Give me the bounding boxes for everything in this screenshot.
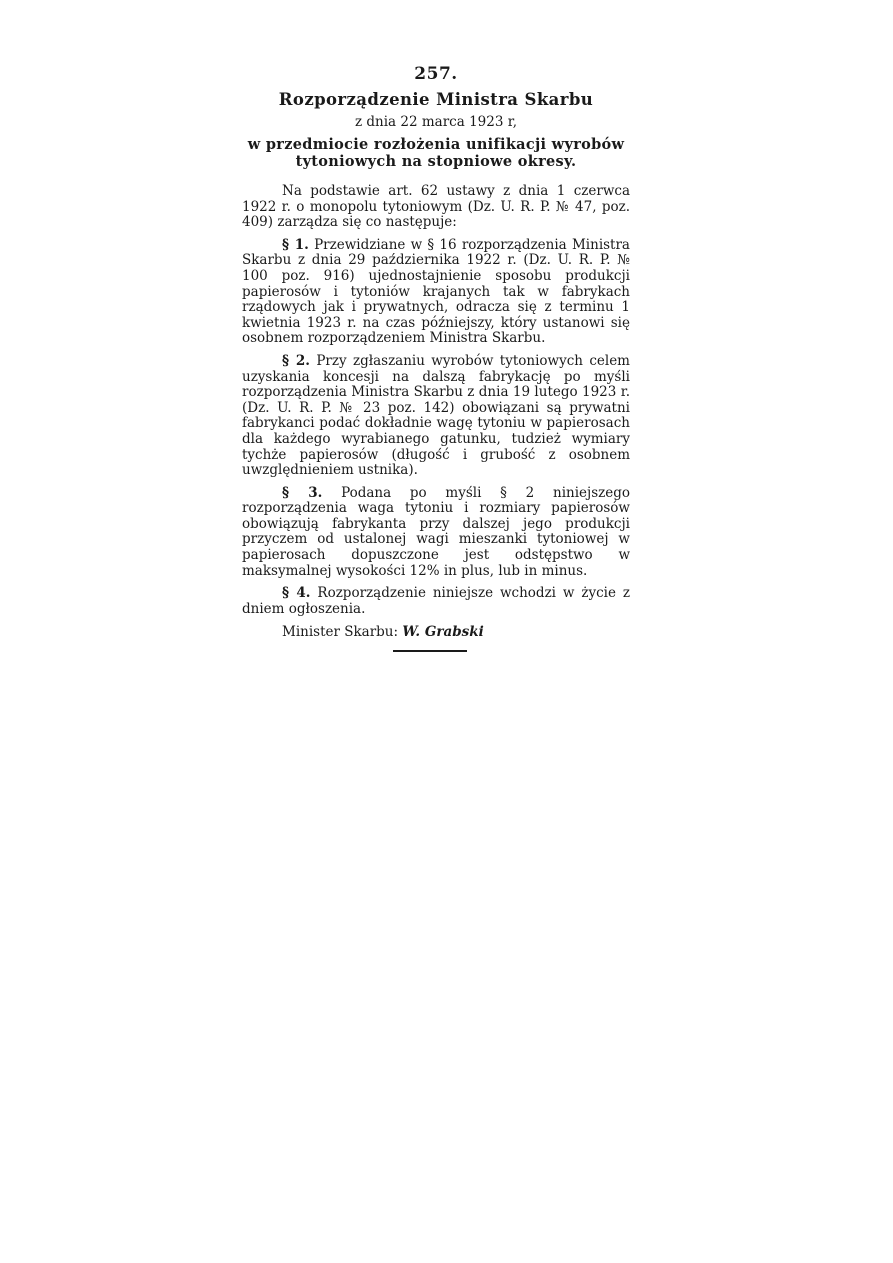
section-label: § 2. <box>282 352 310 369</box>
document-page <box>242 64 630 652</box>
section-4 <box>242 586 630 617</box>
section-label: § 3. <box>282 484 323 501</box>
date-line: z dnia 22 marca 1923 r, <box>355 114 517 130</box>
section-text: Przewidziane w § 16 rozporządzenia Ministra Skarbu z dnia 29 października 1922 r. (Dz. U. R. P. № 100 poz. 916) ujednostajnienie sposobu produkcji papierosów i tytoniów krajanych tak w fabrykach rządowych jak i prywatnych, odracza się z terminu 1 kwietnia 1923 r. na czas późniejszy, który ustanowi się osobnem rozporządzeniem Ministra Skarbu. <box>242 236 630 347</box>
signature-line <box>242 624 630 640</box>
document-title: Rozporządzenie Ministra Skarbu <box>278 90 594 109</box>
section-text: Rozporządzenie niniejsze wchodzi w życie z dniem ogłoszenia. <box>242 585 631 617</box>
section-text: Przy zgłaszaniu wyrobów tytoniowych celem uzyskania koncesji na dalszą fabrykację po myśli rozporządzenia Ministra Skarbu z dnia 19 lutego 1923 r. (Dz. U. R. P. № 23 poz. 142) obowiązani są prywatni fabrykanci podać dokładnie wagę tytoniu w papierosach dla każdego wyrabianego gatunku, tudzież wymiary tychże papierosów (długość i grubość z osobnem uwzględnieniem ustnika). <box>242 352 630 479</box>
signature-prefix: Minister Skarbu: <box>282 624 399 641</box>
preamble-paragraph: Na podstawie art. 62 ustawy z dnia 1 czerwca 1922 r. o monopolu tytoniowym (Dz. U. R. P. № 47, poz. 409) zarządza się co następuje: <box>242 183 630 231</box>
section-1 <box>242 238 630 347</box>
signature-name: W. Grabski <box>402 624 484 641</box>
closing-rule <box>393 650 467 652</box>
section-label: § 4. <box>282 585 311 602</box>
section-2 <box>242 354 630 479</box>
section-3 <box>242 486 630 580</box>
document-subject: w przedmiocie rozłożenia unifikacji wyrobów tytoniowych na stopniowe okresy. <box>247 136 625 170</box>
page-number: 257. <box>414 64 458 84</box>
section-label: § 1. <box>282 236 309 253</box>
section-text: Podana po myśli § 2 niniejszego rozporządzenia waga tytoniu i rozmiary papierosów obowiązują fabrykanta przy dalszej jego produkcji przyczem od ustalonej wagi mieszanki tytoniowej w papierosach dopuszczone jest odstępstwo w maksymalnej wysokości 12% in plus, lub in minus. <box>242 484 630 579</box>
